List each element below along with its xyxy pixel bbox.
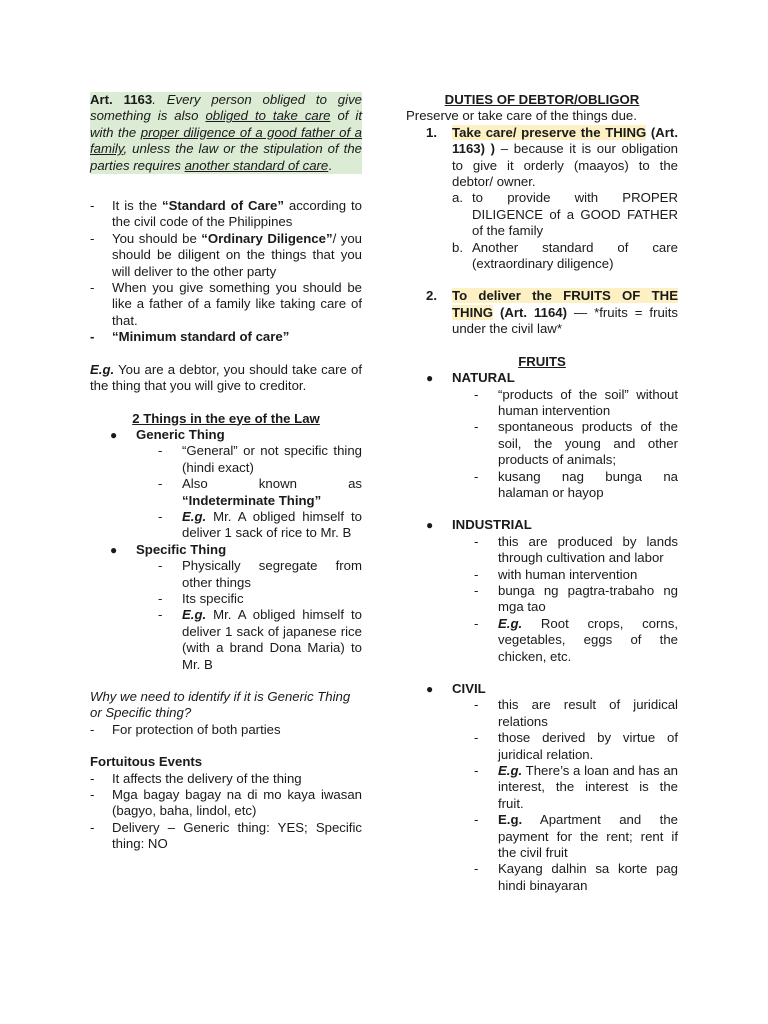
example-label: E.g. <box>498 615 523 631</box>
industrial-fruits-item <box>406 517 678 665</box>
natural-fruits-item <box>406 370 678 501</box>
list-item <box>66 722 362 738</box>
duty-item-1 <box>406 125 678 273</box>
item-text: bunga ng pagtra-trabaho ng mga tao <box>498 582 678 615</box>
list-item <box>452 583 678 616</box>
list-item <box>66 820 362 853</box>
civil-fruits-item <box>406 681 678 894</box>
duty-number: 2. <box>426 288 437 304</box>
item-text: Root crops, corns, vegetables, eggs of the chicken, etc. <box>498 615 678 664</box>
duties-intro: Preserve or take care of the things due. <box>406 108 637 124</box>
item-text: this are result of juridical relations <box>498 697 678 729</box>
example-label: E.g. <box>182 508 207 524</box>
left-column <box>90 92 362 853</box>
list-item <box>452 697 678 730</box>
bullet-icon: ● <box>110 427 118 442</box>
item-text: / you should be diligent on the things that you will deliver to the other party <box>112 230 362 279</box>
duty-reference: (Art. 1163) ) <box>452 124 678 157</box>
list-item <box>136 476 362 509</box>
item-text: “products of the soil” without human intervention <box>498 386 678 418</box>
generic-thing-item <box>90 427 362 542</box>
list-item <box>66 329 362 345</box>
fortuitous-events-list <box>66 771 362 853</box>
specific-thing-details <box>136 558 362 673</box>
bullet-icon: ● <box>426 682 434 696</box>
fruits-list <box>406 370 678 894</box>
sub-item-letter: b. <box>452 239 463 255</box>
list-item <box>452 534 678 567</box>
list-item <box>66 771 362 787</box>
two-things-heading: 2 Things in the eye of the Law <box>132 410 320 426</box>
article-text: , unless the law or the stipulation of the parties requires <box>90 141 362 173</box>
item-bold: “Standard of Care” <box>161 198 284 214</box>
list-item <box>452 387 678 420</box>
item-bold: “Indeterminate Thing” <box>182 492 322 508</box>
list-item <box>136 558 362 591</box>
list-item <box>452 567 678 583</box>
item-text: Delivery – Generic thing: YES; Specific thing: NO <box>112 819 362 852</box>
item-bold: “Minimum standard of care” <box>112 329 290 345</box>
item-text: Also known as <box>182 476 362 492</box>
list-item <box>452 730 678 763</box>
item-text: “General” or not specific thing (hindi exact) <box>182 443 362 475</box>
sub-item <box>452 190 678 239</box>
list-item <box>452 861 678 894</box>
list-item <box>136 607 362 673</box>
list-item <box>452 419 678 468</box>
article-1163-paragraph <box>90 92 362 174</box>
item-text: It is the <box>112 198 162 214</box>
specific-thing-title: Specific Thing <box>136 541 227 557</box>
item-text: kusang nag bunga na halaman or hayop <box>498 468 678 500</box>
example-label: E.g. <box>90 361 115 377</box>
item-text: When you give something you should be like a father of a family like taking care of that. <box>112 280 362 328</box>
item-text: It affects the delivery of the thing <box>112 770 302 786</box>
sub-item <box>452 240 678 273</box>
example-label: E.g. <box>498 763 523 779</box>
list-item <box>66 280 362 329</box>
article-label: Art. 1163 <box>90 92 153 107</box>
right-column <box>406 92 678 894</box>
why-answer-list <box>66 722 362 738</box>
item-text: with human intervention <box>498 566 638 582</box>
article-text: of it with the <box>90 108 363 140</box>
duty-number: 1. <box>426 124 437 140</box>
item-text: spontaneous products of the soil, the young and other products of animals; <box>498 419 678 468</box>
fruits-heading: FRUITS <box>518 353 566 369</box>
item-text: For protection of both parties <box>112 721 281 737</box>
fortuitous-events-title: Fortuitous Events <box>90 754 203 770</box>
list-item <box>136 443 362 476</box>
item-text: Its specific <box>182 590 244 606</box>
item-text: those derived by virtue of juridical relation. <box>498 730 678 762</box>
article-text: . Every person obliged to give something is also <box>90 92 362 124</box>
specific-thing-item <box>90 542 362 673</box>
duty-title: To deliver the FRUITS OF THE THING <box>452 288 678 320</box>
duty-text: – because it is our obligation to give it orderly (maayos) to the debtor/ owner. <box>452 141 678 190</box>
example-label: E.g. <box>498 812 523 828</box>
industrial-title: INDUSTRIAL <box>452 517 532 533</box>
sub-item-text: to provide with PROPER DILIGENCE of a GOOD FATHER of the family <box>472 190 678 239</box>
duty-item-2 <box>406 288 678 337</box>
item-text: this are produced by lands through cultivation and labor <box>498 533 678 566</box>
list-item <box>136 591 362 607</box>
standard-of-care-list <box>66 198 362 346</box>
list-item <box>452 616 678 665</box>
list-item <box>136 509 362 542</box>
civil-details <box>452 697 678 894</box>
generic-thing-title: Generic Thing <box>136 426 225 442</box>
why-question: Why we need to identify if it is Generic Thing or Specific thing? <box>90 689 351 721</box>
things-list <box>90 427 362 673</box>
bullet-icon: ● <box>426 371 434 386</box>
duty-title: Take care/ preserve the THING <box>452 124 647 140</box>
example-label: E.g. <box>182 607 207 623</box>
duty-text: — *fruits = fruits under the civil law* <box>452 304 678 337</box>
example-paragraph <box>90 362 362 395</box>
bullet-icon: ● <box>426 518 434 533</box>
list-item <box>66 198 362 231</box>
list-item <box>452 763 678 812</box>
article-text: . <box>328 157 332 173</box>
item-bold: “Ordinary Diligence” <box>201 230 333 246</box>
item-text: Apartment and the payment for the rent; rent if the civil fruit <box>498 812 678 861</box>
example-text: You are a debtor, you should take care of the thing that you will give to creditor. <box>90 361 362 394</box>
civil-title: CIVIL <box>452 681 486 696</box>
article-underline-3: another standard of care <box>184 157 329 173</box>
sub-item-letter: a. <box>452 190 463 206</box>
list-item <box>452 469 678 502</box>
bullet-icon: ● <box>110 542 118 557</box>
duty-sublist <box>452 190 678 272</box>
natural-title: NATURAL <box>452 370 515 386</box>
article-underline-2: proper diligence of a good father of a family <box>90 124 362 157</box>
sub-item-text: Another standard of care (extraordinary diligence) <box>472 239 678 272</box>
duty-reference: (Art. 1164) <box>493 304 568 320</box>
item-text: There’s a loan and has an interest, the interest is the fruit. <box>498 763 678 811</box>
list-item <box>66 787 362 820</box>
list-item <box>66 231 362 280</box>
list-item <box>452 812 678 861</box>
item-text: Mga bagay bagay na di mo kaya iwasan (bagyo, baha, lindol, etc) <box>112 787 362 819</box>
duties-list <box>406 125 678 338</box>
item-text: according to the civil code of the Philippines <box>112 198 362 230</box>
item-text: Mr. A obliged himself to deliver 1 sack of rice to Mr. B <box>182 508 362 541</box>
item-text: You should be <box>112 230 202 246</box>
duties-heading: DUTIES OF DEBTOR/OBLIGOR <box>444 92 640 107</box>
item-text: Mr. A obliged himself to deliver 1 sack of japanese rice (with a brand Dona Maria) to Mr. B <box>182 607 362 672</box>
natural-details <box>452 387 678 502</box>
industrial-details <box>452 534 678 665</box>
generic-thing-details <box>136 443 362 541</box>
item-text: Kayang dalhin sa korte pag hindi binayaran <box>498 861 678 893</box>
article-underline-1: obliged to take care <box>205 108 331 124</box>
item-text: Physically segregate from other things <box>182 558 362 590</box>
